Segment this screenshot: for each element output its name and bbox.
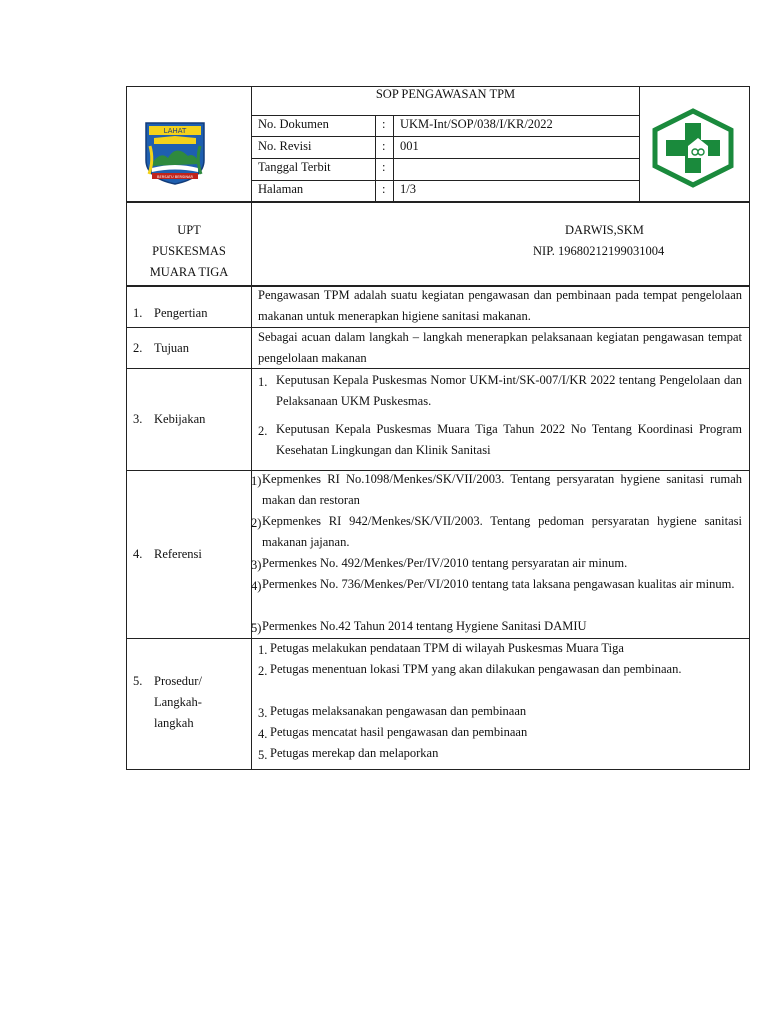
list-item-number: 3) — [251, 558, 262, 572]
field-label-no-revisi: No. Revisi — [258, 139, 312, 153]
pengertian-text: Pengawasan TPM adalah suatu kegiatan pengawasan dan pembinaan pada tempat pengelolaan makanan untuk menerapkan higiene sanitasi makanan. — [258, 288, 742, 323]
field-label-tanggal-terbit: Tanggal Terbit — [258, 160, 331, 174]
field-value-halaman: 1/3 — [400, 182, 416, 196]
kebijakan-item: Keputusan Kepala Puskesmas Nomor UKM-int/SK-007/I/KR 2022 tentang Pengelolaan dan Pelaksanaan UKM Puskesmas. — [276, 373, 742, 408]
list-item-number: 1. — [258, 375, 268, 389]
prosedur-item: Petugas melaksanakan pengawasan dan pembinaan — [270, 704, 527, 718]
field-value-no-revisi: 001 — [400, 139, 419, 153]
referensi-item: Kepmenkes RI No.1098/Menkes/SK/VII/2003. Tentang persyaratan hygiene sanitasi rumah makan dan restoran — [262, 472, 742, 507]
section-label-prosedur: Prosedur/ — [154, 674, 202, 688]
section-number: 4. — [133, 547, 143, 561]
kebijakan-item: Keputusan Kepala Puskesmas Muara Tiga Tahun 2022 No Tentang Koordinasi Program Kesehatan Lingkungan dan Klinik Sanitasi — [276, 422, 742, 457]
prosedur-item: Petugas melakukan pendataan TPM di wilayah Puskesmas Muara Tiga — [270, 641, 624, 655]
list-item-number: 5) — [251, 621, 262, 635]
field-value-no-dokumen: UKM-Int/SOP/038/I/KR/2022 — [400, 117, 553, 131]
list-item-number: 2. — [258, 424, 268, 438]
section-label-pengertian: Pengertian — [154, 306, 208, 320]
org-name-line: MUARA TIGA — [149, 265, 229, 279]
field-sep: : — [382, 117, 386, 131]
list-item-number: 5. — [258, 748, 268, 762]
puskesmas-logo — [648, 108, 738, 188]
referensi-item: Permenkes No. 736/Menkes/Per/VI/2010 tentang tata laksana pengawasan kualitas air minum. — [262, 577, 735, 591]
prosedur-item: Petugas menentuan lokasi TPM yang akan dilakukan pengawasan dan pembinaan. — [270, 662, 682, 676]
signer-name: DARWIS,SKM — [565, 223, 644, 237]
list-item-number: 4) — [251, 579, 262, 593]
svg-text:LAHAT: LAHAT — [163, 127, 187, 135]
field-sep: : — [382, 160, 386, 174]
section-number: 2. — [133, 341, 143, 355]
section-label-prosedur: Langkah- — [154, 695, 202, 709]
section-label-prosedur: langkah — [154, 716, 194, 730]
list-item-number: 1. — [258, 643, 268, 657]
field-sep: : — [382, 139, 386, 153]
svg-text:BERSATU BERSINAR: BERSATU BERSINAR — [157, 175, 193, 179]
section-number: 5. — [133, 674, 143, 688]
list-item-number: 3. — [258, 706, 268, 720]
field-label-no-dokumen: No. Dokumen — [258, 117, 329, 131]
org-name-line: UPT — [177, 223, 201, 237]
section-number: 1. — [133, 306, 143, 320]
signer-nip: NIP. 19680212199031004 — [533, 244, 665, 258]
list-item-number: 1) — [251, 474, 262, 488]
list-item-number: 2) — [251, 516, 262, 530]
list-item-number: 2. — [258, 664, 268, 678]
field-sep: : — [382, 182, 386, 196]
list-item-number: 4. — [258, 727, 268, 741]
section-label-kebijakan: Kebijakan — [154, 412, 206, 426]
section-label-referensi: Referensi — [154, 547, 202, 561]
referensi-item: Permenkes No.42 Tahun 2014 tentang Hygiene Sanitasi DAMIU — [262, 619, 587, 633]
org-name-line: PUSKESMAS — [152, 244, 226, 258]
tujuan-text: Sebagai acuan dalam langkah – langkah menerapkan pelaksanaan kegiatan pengawasan tempat pengelolaan makanan — [258, 330, 742, 365]
referensi-item: Kepmenkes RI 942/Menkes/SK/VII/2003. Tentang pedoman persyaratan hygiene sanitasi makanan jajanan. — [262, 514, 742, 549]
document-title: SOP PENGAWASAN TPM — [375, 87, 516, 101]
referensi-item: Permenkes No. 492/Menkes/Per/IV/2010 tentang persyaratan air minum. — [262, 556, 628, 570]
prosedur-item: Petugas mencatat hasil pengawasan dan pembinaan — [270, 725, 528, 739]
lahat-logo — [140, 120, 210, 186]
field-label-halaman: Halaman — [258, 182, 304, 196]
section-label-tujuan: Tujuan — [154, 341, 189, 355]
prosedur-item: Petugas merekap dan melaporkan — [270, 746, 439, 760]
section-number: 3. — [133, 412, 143, 426]
